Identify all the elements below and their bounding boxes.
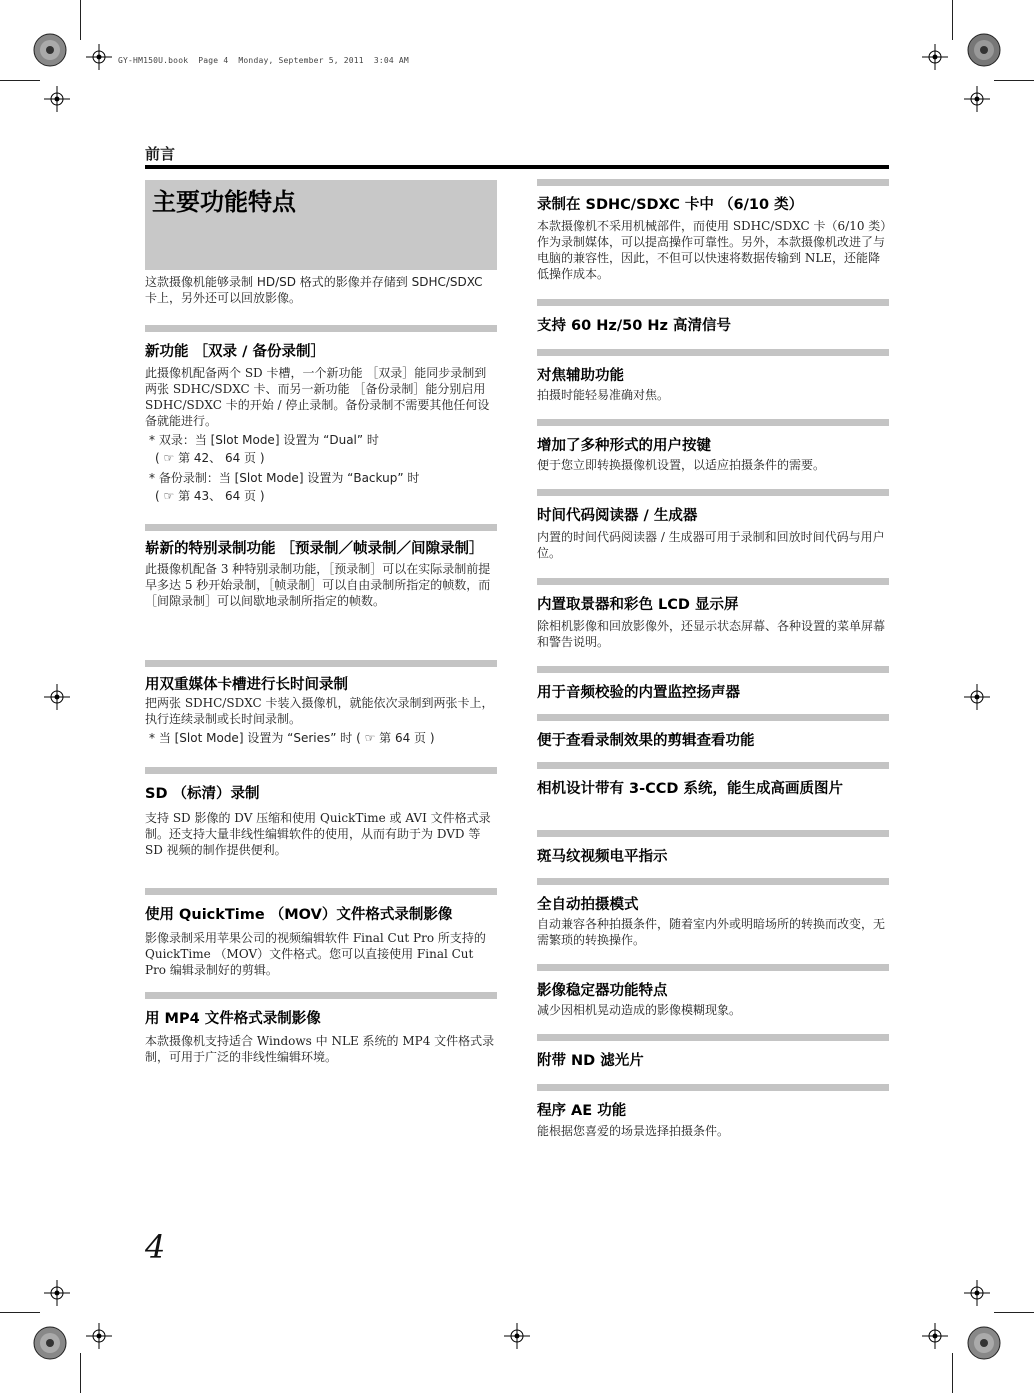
feature-body: 内置的时间代码阅读器 / 生成器可用于录制和回放时间代码与用户位。 bbox=[537, 530, 885, 560]
feature-heading: 内置取景器和彩色 LCD 显示屏 bbox=[537, 597, 739, 613]
section-bar bbox=[537, 349, 889, 356]
feature-body: 此摄像机配备两个 SD 卡槽，一个新功能 ［双录］能同步录制到两张 SDHC/SDXC 卡、而另一新功能 ［备份录制］能分别启用 SDHC/SDXC 卡的开始 / 停止录制。备份录制不需要其他任何设备就能进行。 bbox=[145, 366, 490, 428]
feature-body: 拍摄时能轻易准确对焦。 bbox=[537, 388, 670, 402]
crosshair-icon bbox=[964, 684, 990, 710]
feature-section bbox=[537, 179, 889, 282]
section-bar bbox=[537, 1034, 889, 1041]
intro-text: 这款摄像机能够录制 HD/SD 格式的影像并存储到 SDHC/SDXC 卡上，另外还可以回放影像。 bbox=[145, 275, 483, 305]
feature-body: 本款摄像机不采用机械部件，而使用 SDHC/SDXC 卡（6/10 类）作为录制媒体，可以提高操作可靠性。另外，本款摄像机改进了与电脑的兼容性，因此，不但可以快速将数据传输到 NLE，还能降低操作成本。 bbox=[537, 219, 887, 281]
section-bar bbox=[145, 992, 497, 999]
crosshair-icon bbox=[86, 44, 112, 70]
section-bar bbox=[537, 179, 889, 186]
feature-section bbox=[145, 660, 497, 747]
feature-heading: 支持 60 Hz/50 Hz 高清信号 bbox=[537, 318, 731, 334]
page-number: 4 bbox=[145, 1228, 166, 1266]
section-bar bbox=[145, 888, 497, 895]
header-rule bbox=[145, 165, 889, 169]
section-bar bbox=[537, 419, 889, 426]
feature-note: ( ☞ 第 43、 64 页 ) bbox=[155, 489, 265, 503]
book-info-line: GY-HM150U.book Page 4 Monday, September 5, 2011 3:04 AM bbox=[118, 56, 409, 65]
feature-note: * 当 [Slot Mode] 设置为 “Series” 时 ( ☞ 第 64 页 ) bbox=[149, 731, 435, 745]
feature-heading: 用 MP4 文件格式录制影像 bbox=[145, 1011, 321, 1027]
feature-body: 减少因相机晃动造成的影像模糊现象。 bbox=[537, 1003, 742, 1017]
feature-heading: 影像稳定器功能特点 bbox=[537, 983, 668, 999]
crop-line bbox=[994, 80, 1034, 81]
feature-section bbox=[537, 964, 889, 1018]
crosshair-icon bbox=[964, 1280, 990, 1306]
feature-section bbox=[537, 349, 889, 403]
section-bar bbox=[537, 578, 889, 585]
crosshair-icon bbox=[44, 1280, 70, 1306]
section-bar bbox=[145, 660, 497, 667]
feature-section bbox=[537, 578, 889, 650]
feature-heading: 新功能 ［双录 / 备份录制］ bbox=[145, 344, 325, 360]
crop-line bbox=[952, 1353, 953, 1393]
section-bar bbox=[537, 299, 889, 306]
feature-section bbox=[537, 419, 889, 473]
crosshair-icon bbox=[44, 684, 70, 710]
crop-line bbox=[0, 80, 40, 81]
feature-body: 支持 SD 影像的 DV 压缩和使用 QuickTime 或 AVI 文件格式录制。还支持大量非线性编辑软件的使用，从而有助于为 DVD 等 SD 视频的制作提供便利。 bbox=[145, 811, 491, 857]
feature-section bbox=[537, 762, 889, 799]
feature-heading: 使用 QuickTime （MOV）文件格式录制影像 bbox=[145, 907, 453, 923]
feature-heading: 用双重媒体卡槽进行长时间录制 bbox=[145, 677, 348, 693]
feature-section bbox=[145, 325, 497, 505]
feature-body: 此摄像机配备 3 种特别录制功能，［预录制］可以在实际录制前提早多达 5 秒开始录制，［帧录制］可以自由录制所指定的帧数，而 ［间隙录制］可以间歇地录制所指定的帧数。 bbox=[145, 562, 491, 608]
feature-section bbox=[145, 888, 497, 978]
crosshair-icon bbox=[504, 1323, 530, 1349]
feature-heading: 全自动拍摄模式 bbox=[537, 897, 639, 913]
feature-heading: 崭新的特别录制功能 ［预录制／帧录制／间隙录制］ bbox=[145, 541, 484, 557]
feature-heading: 相机设计带有 3-CCD 系统，能生成高画质图片 bbox=[537, 781, 844, 797]
section-bar bbox=[145, 524, 497, 531]
feature-note: ( ☞ 第 42、 64 页 ) bbox=[155, 451, 265, 465]
feature-heading: 对焦辅助功能 bbox=[537, 368, 624, 384]
feature-note: * 双录：当 [Slot Mode] 设置为 “Dual” 时 bbox=[149, 433, 379, 447]
crosshair-icon bbox=[44, 86, 70, 112]
page-title: 主要功能特点 bbox=[152, 188, 296, 216]
feature-note: * 备份录制：当 [Slot Mode] 设置为 “Backup” 时 bbox=[149, 471, 420, 485]
section-bar bbox=[537, 964, 889, 971]
feature-section bbox=[537, 714, 889, 751]
feature-heading: 时间代码阅读器 / 生成器 bbox=[537, 508, 698, 524]
crop-line bbox=[0, 1312, 40, 1313]
title-box bbox=[145, 180, 497, 270]
crop-line bbox=[952, 0, 953, 40]
feature-section bbox=[537, 830, 889, 867]
feature-heading: 斑马纹视频电平指示 bbox=[537, 849, 668, 865]
feature-section bbox=[145, 992, 497, 1065]
crosshair-icon bbox=[922, 44, 948, 70]
section-bar bbox=[145, 325, 497, 332]
registration-target-icon bbox=[964, 30, 1004, 70]
section-bar bbox=[537, 714, 889, 721]
feature-heading: 用于音频校验的内置监控扬声器 bbox=[537, 685, 740, 701]
feature-section bbox=[537, 489, 889, 561]
crosshair-icon bbox=[922, 1323, 948, 1349]
section-bar bbox=[537, 878, 889, 885]
section-bar bbox=[537, 830, 889, 837]
crop-line bbox=[80, 0, 81, 40]
feature-section bbox=[537, 299, 889, 336]
section-bar bbox=[145, 767, 497, 774]
crop-line bbox=[80, 1353, 81, 1393]
registration-target-icon bbox=[30, 30, 70, 70]
section-bar bbox=[537, 762, 889, 769]
feature-body: 把两张 SDHC/SDXC 卡装入摄像机，就能依次录制到两张卡上，执行连续录制或长时间录制。 bbox=[145, 696, 494, 726]
feature-section bbox=[145, 767, 497, 858]
feature-heading: 增加了多种形式的用户按键 bbox=[537, 438, 711, 454]
feature-section bbox=[537, 666, 889, 703]
feature-heading: 附带 ND 滤光片 bbox=[537, 1053, 644, 1069]
feature-body: 除相机影像和回放影像外，还显示状态屏幕、各种设置的菜单屏幕和警告说明。 bbox=[537, 619, 886, 649]
feature-section bbox=[537, 878, 889, 948]
crop-line bbox=[994, 1312, 1034, 1313]
feature-heading: 程序 AE 功能 bbox=[537, 1103, 627, 1119]
feature-body: 本款摄像机支持适合 Windows 中 NLE 系统的 MP4 文件格式录制，可用于广泛的非线性编辑环境。 bbox=[145, 1034, 495, 1064]
crosshair-icon bbox=[86, 1323, 112, 1349]
feature-body: 自动兼容各种拍摄条件，随着室内外或明暗场所的转换而改变，无需繁琐的转换操作。 bbox=[537, 917, 886, 947]
section-bar bbox=[537, 666, 889, 673]
feature-heading: SD （标清）录制 bbox=[145, 786, 260, 802]
feature-body: 影像录制采用苹果公司的视频编辑软件 Final Cut Pro 所支持的 QuickTime （MOV）文件格式。您可以直接使用 Final Cut Pro 编辑录制好的剪辑。 bbox=[145, 931, 486, 977]
crosshair-icon bbox=[964, 86, 990, 112]
feature-body: 能根据您喜爱的场景选择拍摄条件。 bbox=[537, 1124, 730, 1138]
feature-section bbox=[537, 1084, 889, 1139]
feature-heading: 便于查看录制效果的剪辑查看功能 bbox=[537, 733, 755, 749]
feature-section bbox=[145, 524, 497, 609]
feature-heading: 录制在 SDHC/SDXC 卡中 （6/10 类） bbox=[537, 197, 804, 213]
feature-section bbox=[537, 1034, 889, 1071]
section-bar bbox=[537, 1084, 889, 1091]
section-bar bbox=[537, 489, 889, 496]
feature-body: 便于您立即转换摄像机设置，以适应拍摄条件的需要。 bbox=[537, 458, 826, 472]
section-header: 前言 bbox=[145, 145, 176, 163]
registration-target-icon bbox=[30, 1323, 70, 1363]
registration-target-icon bbox=[964, 1323, 1004, 1363]
